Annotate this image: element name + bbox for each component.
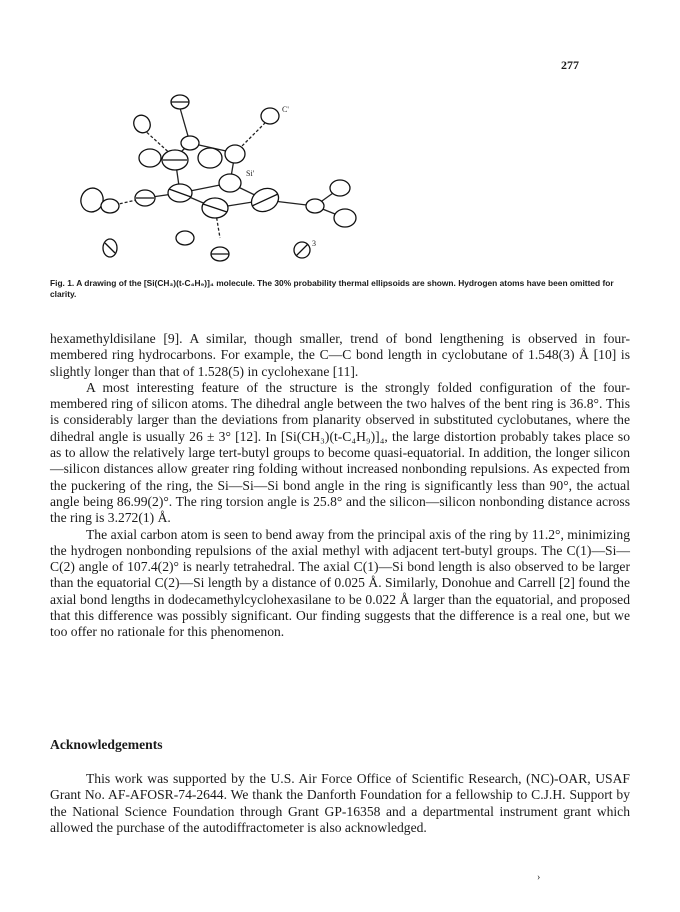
page-number: 277 bbox=[561, 58, 579, 72]
acknowledgements-paragraph: This work was supported by the U.S. Air Force Office of Scientific Research, (NC)-OAR, USAF Grant No. AF-AFOSR-74-2644. We thank the Danforth Foundation for a fellowship to C.J.H. Support by the National Science Foundation through Grant GP-16358 and a departmental instrument grant which allowed the purchase of the autodiffractometer is also acknowledged. bbox=[50, 771, 630, 835]
body-text bbox=[50, 331, 630, 641]
acknowledgements-heading: Acknowledgements bbox=[50, 737, 163, 752]
molecule-ortep-drawing bbox=[70, 88, 390, 268]
paragraph: The axial carbon atom is seen to bend away from the principal axis of the ring by 11.2°, minimizing the hydrogen nonbonding repulsions of the axial methyl with adjacent tert-butyl groups. The C(1)—Si—C(2) angle of 107.4(2)° is nearly tetrahedral. The axial C(1)—Si bond length is also observed to be larger than the equatorial C(2)—Si length by a distance of 0.025 Å. Similarly, Donohue and Carrell [2] found the axial bond lengths in dodecamethylcyclohexasilane to be 0.022 Å larger than the equatorial, and proposed that this difference was possibly significant. Our finding suggests that the difference is a real one, but we too offer no rationale for this phenomenon. bbox=[50, 526, 630, 640]
atom-label: Si' bbox=[246, 169, 255, 178]
atom-label: C' bbox=[282, 105, 289, 114]
page-mark: › bbox=[537, 872, 541, 883]
paragraph: A most interesting feature of the structure is the strongly folded configuration of the four-membered ring of silicon atoms. The dihedral angle between the two halves of the bent ring is 36.8°. This is considerably larger than the deviations from planarity observed in substituted cyclobutanes, where the dihedral angle is usually 26 ± 3° [12]. In [Si(CH₃)(t-C₄H₉)]₄, the large distortion probably takes place so as to allow the relatively large tert-butyl groups to become quasi-equatorial. In addition, the longer silicon—silicon distances allow greater ring folding without increased nonbonding repulsions. As expected from the puckering of the ring, the Si—Si—Si bond angle in the ring is significantly less than 90°, the actual angle being 86.99(2)°. The ring torsion angle is 25.8° and the silicon—silicon nonbonding distance across the ring is 3.272(1) Å. bbox=[50, 379, 630, 526]
paragraph: hexamethyldisilane [9]. A similar, though smaller, trend of bond lengthening is observed in four-membered ring hydrocarbons. For example, the C—C bond length in cyclobutane of 1.548(3) Å [10] is slightly longer than that of 1.528(5) in cyclohexane [11]. bbox=[50, 331, 630, 379]
figure-caption: Fig. 1. A drawing of the [Si(CH₃)(t-C₄H₉)]₄ molecule. The 30% probability thermal ellipsoids are shown. Hydrogen atoms have been omitted for clarity. bbox=[50, 278, 614, 299]
atom-label: 3 bbox=[312, 239, 316, 248]
